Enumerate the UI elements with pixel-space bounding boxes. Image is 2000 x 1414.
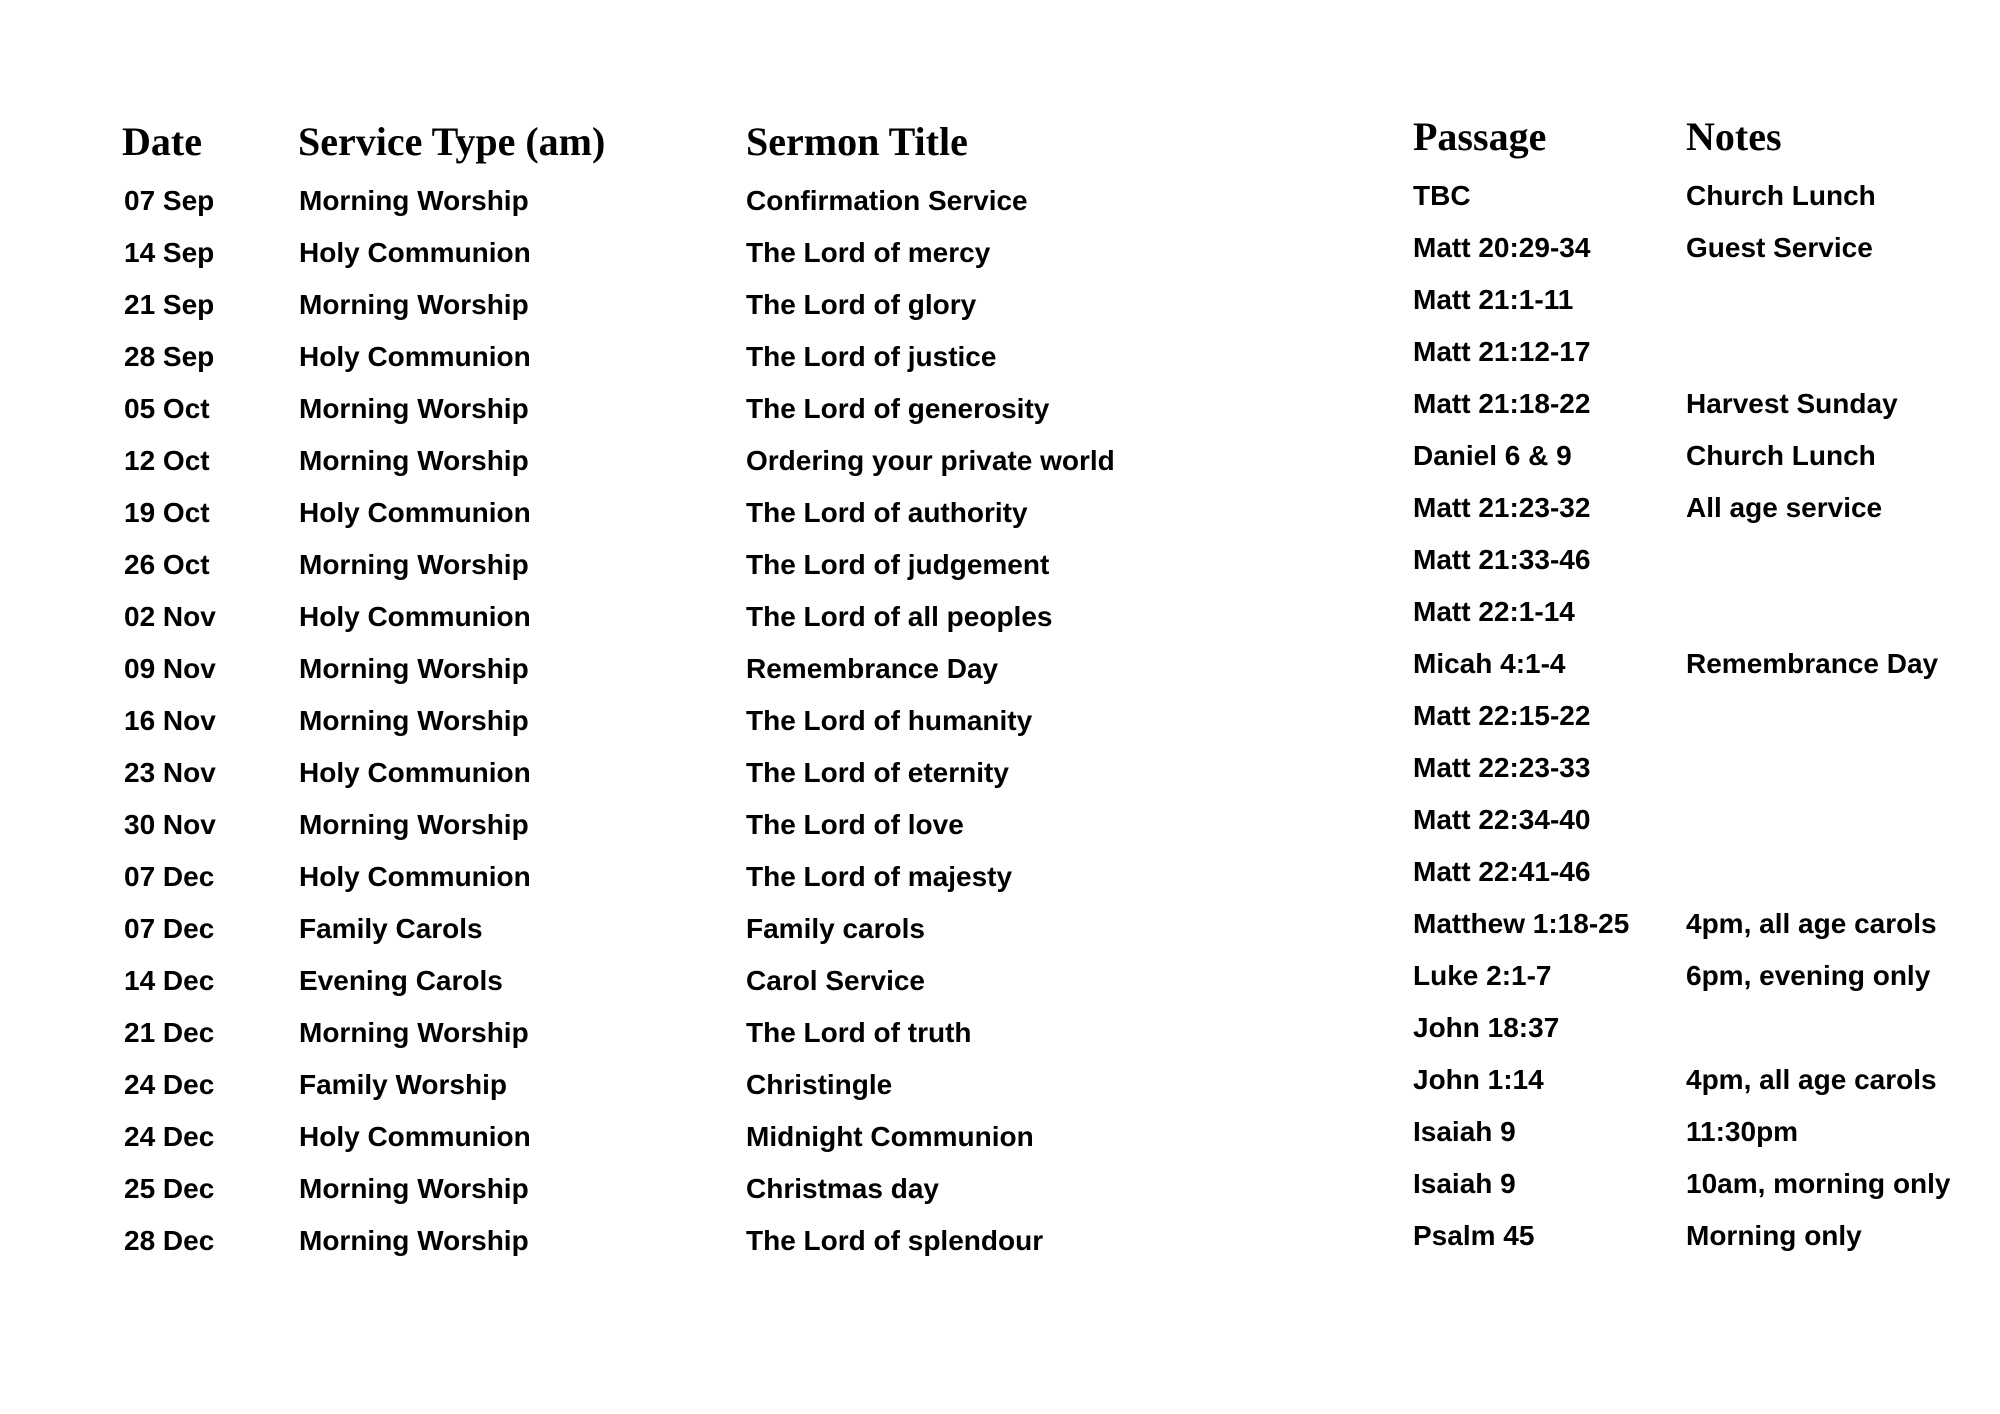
cell-date: 09 Nov bbox=[124, 653, 216, 684]
table-row bbox=[0, 1106, 2000, 1158]
cell-sermon-title: The Lord of eternity bbox=[746, 757, 1009, 788]
cell-passage: Daniel 6 & 9 bbox=[1413, 440, 1572, 471]
cell-notes: All age service bbox=[1686, 492, 1883, 523]
table-row bbox=[0, 690, 2000, 742]
cell-notes: Church Lunch bbox=[1686, 440, 1876, 471]
cell-passage: John 1:14 bbox=[1413, 1064, 1544, 1095]
cell-date: 26 Oct bbox=[124, 549, 210, 580]
table-row bbox=[0, 1002, 2000, 1054]
cell-passage: Matt 21:23-32 bbox=[1413, 492, 1591, 523]
table-row bbox=[0, 1210, 2000, 1262]
table-row bbox=[0, 742, 2000, 794]
cell-date: 23 Nov bbox=[124, 757, 216, 788]
cell-sermon-title: The Lord of humanity bbox=[746, 705, 1033, 736]
table-row bbox=[0, 222, 2000, 274]
cell-service-type: Morning Worship bbox=[299, 1017, 529, 1048]
cell-date: 24 Dec bbox=[124, 1121, 215, 1152]
cell-service-type: Holy Communion bbox=[299, 341, 531, 372]
table-row bbox=[0, 794, 2000, 846]
header-service-type: Service Type (am) bbox=[298, 119, 606, 164]
cell-passage: Matt 22:34-40 bbox=[1413, 804, 1591, 835]
cell-service-type: Morning Worship bbox=[299, 185, 529, 216]
cell-notes: 11:30pm bbox=[1686, 1116, 1799, 1147]
cell-sermon-title: Midnight Communion bbox=[746, 1121, 1034, 1152]
table-row bbox=[0, 898, 2000, 950]
cell-passage: Matt 22:1-14 bbox=[1413, 596, 1575, 627]
cell-notes: Guest Service bbox=[1686, 232, 1873, 263]
cell-sermon-title: The Lord of majesty bbox=[746, 861, 1013, 892]
cell-passage: Matthew 1:18-25 bbox=[1413, 908, 1630, 939]
cell-sermon-title: The Lord of truth bbox=[746, 1017, 972, 1048]
cell-passage: Matt 21:12-17 bbox=[1413, 336, 1591, 367]
cell-date: 28 Dec bbox=[124, 1225, 215, 1256]
table-row bbox=[0, 1158, 2000, 1210]
cell-passage: Matt 21:33-46 bbox=[1413, 544, 1591, 575]
cell-notes: 10am, morning only bbox=[1686, 1168, 1951, 1199]
table-row bbox=[0, 846, 2000, 898]
header-date: Date bbox=[122, 119, 202, 164]
cell-service-type: Holy Communion bbox=[299, 601, 531, 632]
cell-passage: Isaiah 9 bbox=[1413, 1116, 1516, 1147]
header-notes: Notes bbox=[1686, 114, 1782, 159]
cell-date: 16 Nov bbox=[124, 705, 216, 736]
cell-date: 07 Dec bbox=[124, 913, 215, 944]
cell-notes: 4pm, all age carols bbox=[1686, 1064, 1937, 1095]
cell-sermon-title: The Lord of splendour bbox=[746, 1225, 1044, 1256]
cell-service-type: Evening Carols bbox=[299, 965, 503, 996]
table-row bbox=[0, 586, 2000, 638]
cell-passage: Luke 2:1-7 bbox=[1413, 960, 1552, 991]
cell-passage: Isaiah 9 bbox=[1413, 1168, 1516, 1199]
cell-service-type: Morning Worship bbox=[299, 445, 529, 476]
table-row bbox=[0, 378, 2000, 430]
header-sermon-title: Sermon Title bbox=[746, 119, 968, 164]
cell-passage: Matt 22:15-22 bbox=[1413, 700, 1591, 731]
cell-date: 05 Oct bbox=[124, 393, 210, 424]
cell-sermon-title: The Lord of judgement bbox=[746, 549, 1050, 580]
table-row bbox=[0, 170, 2000, 222]
cell-sermon-title: Carol Service bbox=[746, 965, 925, 996]
table-body bbox=[0, 170, 2000, 1262]
cell-service-type: Family Worship bbox=[299, 1069, 507, 1100]
cell-sermon-title: The Lord of justice bbox=[746, 341, 997, 372]
cell-service-type: Morning Worship bbox=[299, 549, 529, 580]
cell-sermon-title: The Lord of all peoples bbox=[746, 601, 1053, 632]
cell-date: 24 Dec bbox=[124, 1069, 215, 1100]
cell-passage: Matt 22:41-46 bbox=[1413, 856, 1591, 887]
cell-service-type: Holy Communion bbox=[299, 497, 531, 528]
cell-sermon-title: The Lord of generosity bbox=[746, 393, 1050, 424]
cell-date: 21 Sep bbox=[124, 289, 215, 320]
cell-service-type: Morning Worship bbox=[299, 653, 529, 684]
cell-date: 12 Oct bbox=[124, 445, 210, 476]
cell-notes: Harvest Sunday bbox=[1686, 388, 1898, 419]
cell-service-type: Holy Communion bbox=[299, 757, 531, 788]
cell-sermon-title: Remembrance Day bbox=[746, 653, 999, 684]
cell-date: 02 Nov bbox=[124, 601, 216, 632]
cell-date: 28 Sep bbox=[124, 341, 215, 372]
cell-date: 25 Dec bbox=[124, 1173, 215, 1204]
cell-service-type: Holy Communion bbox=[299, 1121, 531, 1152]
cell-passage: Matt 22:23-33 bbox=[1413, 752, 1591, 783]
cell-passage: Matt 21:18-22 bbox=[1413, 388, 1591, 419]
cell-sermon-title: The Lord of glory bbox=[746, 289, 977, 320]
cell-sermon-title: Christmas day bbox=[746, 1173, 939, 1204]
table-row bbox=[0, 430, 2000, 482]
cell-passage: Matt 21:1-11 bbox=[1413, 284, 1574, 315]
cell-date: 21 Dec bbox=[124, 1017, 215, 1048]
table-row bbox=[0, 326, 2000, 378]
cell-sermon-title: The Lord of love bbox=[746, 809, 964, 840]
cell-service-type: Morning Worship bbox=[299, 1225, 529, 1256]
cell-date: 14 Sep bbox=[124, 237, 215, 268]
cell-sermon-title: The Lord of mercy bbox=[746, 237, 991, 268]
cell-passage: TBC bbox=[1413, 180, 1471, 211]
cell-service-type: Morning Worship bbox=[299, 289, 529, 320]
cell-passage: Matt 20:29-34 bbox=[1413, 232, 1591, 263]
header-passage: Passage bbox=[1413, 114, 1547, 159]
table-row bbox=[0, 482, 2000, 534]
cell-sermon-title: The Lord of authority bbox=[746, 497, 1028, 528]
cell-date: 07 Dec bbox=[124, 861, 215, 892]
cell-notes: 6pm, evening only bbox=[1686, 960, 1931, 991]
cell-notes: Remembrance Day bbox=[1686, 648, 1939, 679]
cell-passage: Micah 4:1-4 bbox=[1413, 648, 1566, 679]
cell-sermon-title: Confirmation Service bbox=[746, 185, 1028, 216]
table-header-row bbox=[0, 112, 2000, 162]
cell-service-type: Morning Worship bbox=[299, 809, 529, 840]
cell-sermon-title: Family carols bbox=[746, 913, 925, 944]
cell-sermon-title: Christingle bbox=[746, 1069, 893, 1100]
cell-notes: Morning only bbox=[1686, 1220, 1862, 1251]
cell-service-type: Morning Worship bbox=[299, 705, 529, 736]
cell-date: 19 Oct bbox=[124, 497, 210, 528]
cell-passage: Psalm 45 bbox=[1413, 1220, 1535, 1251]
table-row bbox=[0, 534, 2000, 586]
cell-passage: John 18:37 bbox=[1413, 1012, 1560, 1043]
table-row bbox=[0, 274, 2000, 326]
cell-service-type: Morning Worship bbox=[299, 393, 529, 424]
cell-date: 07 Sep bbox=[124, 185, 215, 216]
cell-sermon-title: Ordering your private world bbox=[746, 445, 1115, 476]
table-row bbox=[0, 950, 2000, 1002]
cell-service-type: Holy Communion bbox=[299, 861, 531, 892]
table-row bbox=[0, 1054, 2000, 1106]
cell-service-type: Holy Communion bbox=[299, 237, 531, 268]
cell-date: 30 Nov bbox=[124, 809, 216, 840]
cell-service-type: Morning Worship bbox=[299, 1173, 529, 1204]
cell-date: 14 Dec bbox=[124, 965, 215, 996]
cell-service-type: Family Carols bbox=[299, 913, 483, 944]
cell-notes: 4pm, all age carols bbox=[1686, 908, 1937, 939]
table-row bbox=[0, 638, 2000, 690]
cell-notes: Church Lunch bbox=[1686, 180, 1876, 211]
